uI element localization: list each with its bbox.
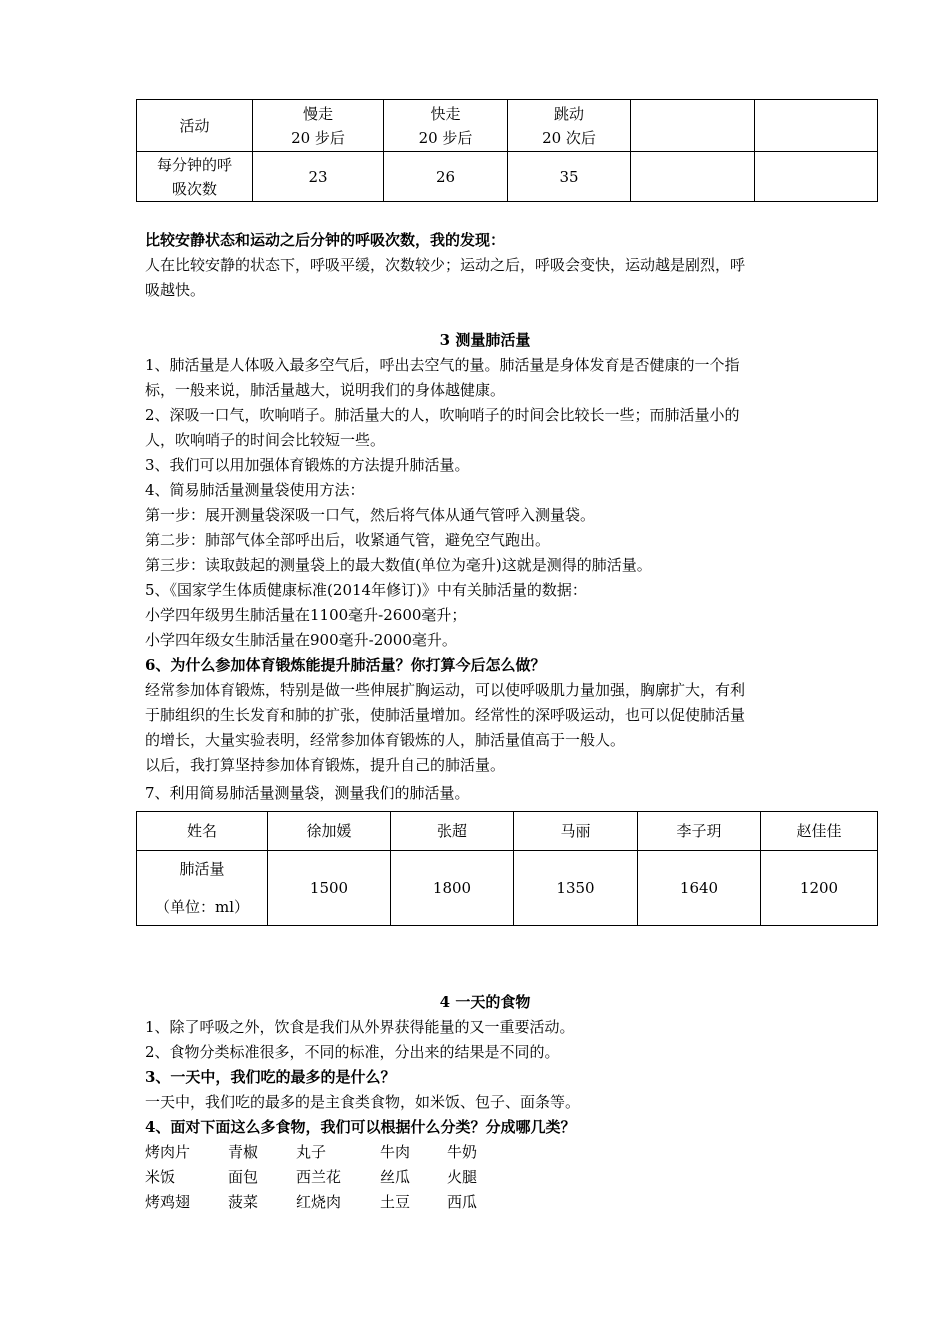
cell-line: 20 步后 <box>418 128 473 147</box>
cell-line: 20 次后 <box>542 128 596 147</box>
body-line: 2、食物分类标准很多，不同的标准，分出来的结果是不同的。 <box>145 1043 560 1061</box>
cell-line: 快走 <box>430 104 461 123</box>
answer-line: 于肺组织的生长发育和肺的扩张，使肺活量增加。经常性的深呼吸运动，也可以促使肺活量 <box>145 706 746 724</box>
compare-title: 比较安静状态和运动之后分钟的呼吸次数，我的发现： <box>145 231 506 249</box>
cell-line: 20 步后 <box>291 128 345 147</box>
answer-line: 的增长，大量实验表明，经常参加体育锻炼的人，肺活量值高于一般人。 <box>145 731 626 749</box>
food-item: 火腿 <box>447 1168 478 1186</box>
table-header-cell: 姓名 <box>137 812 268 851</box>
cell-line: 慢走 <box>302 104 333 123</box>
body-line: 第三步：读取鼓起的测量袋上的最大数值(单位为毫升)这就是测得的肺活量。 <box>145 556 652 574</box>
food-row <box>145 1190 507 1215</box>
food-row <box>145 1140 507 1165</box>
body-line: 1、除了呼吸之外，饮食是我们从外界获得能量的又一重要活动。 <box>145 1018 575 1036</box>
body-line: 小学四年级女生肺活量在900毫升-2000毫升。 <box>145 631 457 649</box>
table-cell <box>137 152 253 202</box>
answer-line: 经常参加体育锻炼，特别是做一些伸展扩胸运动，可以使呼吸肌力量加强，胸廓扩大，有利 <box>145 681 746 699</box>
table-cell: 35 <box>508 152 631 202</box>
body-line: 第二步：肺部气体全部呼出后，收紧通气管，避免空气跑出。 <box>145 531 551 549</box>
table-cell <box>755 152 878 202</box>
table-cell: 1350 <box>514 851 638 926</box>
body-line: 小学四年级男生肺活量在1100毫升-2600毫升； <box>145 606 467 624</box>
table-cell: 1200 <box>761 851 878 926</box>
row-unit: （单位：ml） <box>154 898 250 916</box>
table-header-cell: 徐加媛 <box>268 812 391 851</box>
table-cell <box>755 100 878 152</box>
compare-section <box>145 228 825 303</box>
section-4-heading: 4 一天的食物 <box>439 993 531 1011</box>
food-item: 丸子 <box>296 1143 327 1161</box>
table-cell <box>384 100 508 152</box>
table-row <box>137 100 878 152</box>
body-line: 4、简易肺活量测量袋使用方法： <box>145 481 365 499</box>
body-line: 3、我们可以用加强体育锻炼的方法提升肺活量。 <box>145 456 470 474</box>
table-cell: 1640 <box>638 851 761 926</box>
food-item: 红烧肉 <box>296 1193 342 1211</box>
table-cell <box>631 152 755 202</box>
compare-line: 人在比较安静的状态下，呼吸平缓，次数较少；运动之后，呼吸会变快，运动越是剧烈，呼 <box>145 256 746 274</box>
answer-line: 一天中，我们吃的最多的是主食类食物，如米饭、包子、面条等。 <box>145 1093 581 1111</box>
food-item: 烤鸡翅 <box>145 1193 191 1211</box>
body-line: 第一步：展开测量袋深吸一口气，然后将气体从通气管呼入测量袋。 <box>145 506 596 524</box>
food-item: 牛奶 <box>447 1143 478 1161</box>
answer-line: 以后，我打算坚持参加体育锻炼，提升自己的肺活量。 <box>145 756 506 774</box>
table-cell: 26 <box>384 152 508 202</box>
table-cell <box>508 100 631 152</box>
table-header-cell: 马丽 <box>514 812 638 851</box>
body-line: 5、《国家学生体质健康标准(2014年修订)》中有关肺活量的数据： <box>145 581 587 599</box>
table-cell: 23 <box>253 152 384 202</box>
table-cell: 1500 <box>268 851 391 926</box>
food-item: 西兰花 <box>296 1168 342 1186</box>
food-item: 青椒 <box>228 1143 259 1161</box>
section-3-body <box>145 353 825 806</box>
table-row <box>137 152 878 202</box>
row-label: 肺活量 <box>179 860 225 878</box>
table-header-cell: 赵佳佳 <box>761 812 878 851</box>
food-item: 牛肉 <box>380 1143 411 1161</box>
table-cell <box>253 100 384 152</box>
table-cell: 1800 <box>391 851 514 926</box>
section-4-body <box>145 1015 825 1140</box>
question-7: 7、利用简易肺活量测量袋，测量我们的肺活量。 <box>145 784 470 802</box>
table-row <box>137 851 878 926</box>
body-line: 1、肺活量是人体吸入最多空气后，呼出去空气的量。肺活量是身体发育是否健康的一个指 <box>145 356 740 374</box>
food-item: 菠菜 <box>228 1193 259 1211</box>
food-item: 烤肉片 <box>145 1143 191 1161</box>
food-list <box>145 1140 507 1215</box>
table-header-cell: 李子玥 <box>638 812 761 851</box>
food-row <box>145 1165 507 1190</box>
food-item: 丝瓜 <box>380 1168 411 1186</box>
body-line: 人，吹响哨子的时间会比较短一些。 <box>145 431 386 449</box>
breathing-table <box>136 99 878 202</box>
question-3: 3、一天中，我们吃的最多的是什么？ <box>145 1068 396 1086</box>
lung-capacity-table <box>136 811 878 926</box>
food-item: 米饭 <box>145 1168 176 1186</box>
food-item: 土豆 <box>380 1193 411 1211</box>
table-header-cell: 张超 <box>391 812 514 851</box>
section-3-heading: 3 测量肺活量 <box>439 331 531 349</box>
compare-line: 吸越快。 <box>145 281 206 299</box>
question-4: 4、面对下面这么多食物，我们可以根据什么分类？分成哪几类？ <box>145 1118 576 1136</box>
table-row <box>137 812 878 851</box>
table-cell <box>137 851 268 926</box>
table-cell <box>631 100 755 152</box>
body-line: 2、深吸一口气，吹响哨子。肺活量大的人，吹响哨子的时间会比较长一些；而肺活量小的 <box>145 406 740 424</box>
food-item: 西瓜 <box>447 1193 478 1211</box>
food-item: 面包 <box>228 1168 259 1186</box>
cell-line: 每分钟的呼 <box>156 155 232 174</box>
cell-line: 跳动 <box>553 104 584 123</box>
question-6: 6、为什么参加体育锻炼能提升肺活量？你打算今后怎么做？ <box>145 656 546 674</box>
body-line: 标，一般来说，肺活量越大，说明我们的身体越健康。 <box>145 381 506 399</box>
table-cell: 活动 <box>137 100 253 152</box>
cell-line: 吸次数 <box>171 179 217 198</box>
